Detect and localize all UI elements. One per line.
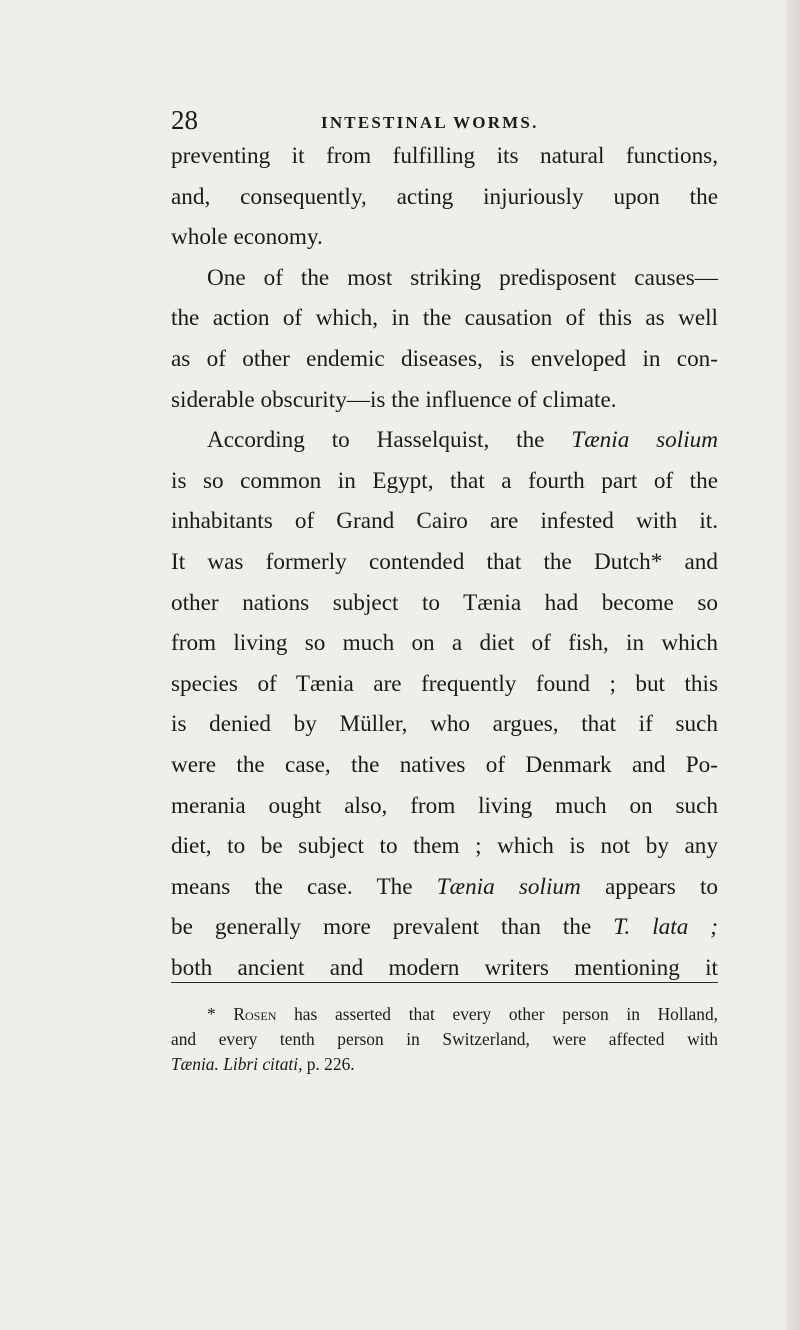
text-line: One of the most striking predisposent causes— [207,264,718,291]
text-line: both ancient and modern writers mentioning it [171,954,718,981]
footnote [171,1002,718,1077]
text-line: the action of which, in the causation of this as well [171,305,718,332]
text-line: is so common in Egypt, that a fourth part of the [171,467,718,494]
footnote-line [171,1052,718,1077]
text-line: diet, to be subject to them ; which is not by any [171,833,718,860]
italic-term: T. lata ; [613,914,718,941]
text-run: appears to [580,873,718,900]
italic-citation: Tænia. Libri citati, [171,1054,303,1074]
footnote-line: and every tenth person in Switzerland, were affected with [171,1029,718,1049]
italic-term: Tænia solium [571,427,718,454]
text-run: be generally more prevalent than the [171,914,614,941]
text-line: and, consequently, acting injuriously upon the [171,183,718,210]
running-head: INTESTINAL WORMS. [321,113,539,132]
italic-term: Tænia solium [436,873,581,900]
text-line: is denied by Müller, who argues, that if such [171,711,718,738]
footnote-rule [171,982,718,983]
text-line: inhabitants of Grand Cairo are infested with it. [171,508,718,535]
text-line: It was formerly contended that the Dutch* and [171,548,718,575]
text-line: merania ought also, from living much on such [171,792,718,819]
text-line: preventing it from fulfilling its natural functions, [171,143,718,169]
page-number: 28 [171,105,198,135]
text-line: whole economy. [171,224,323,251]
text-run: means the case. The [171,873,437,900]
text-line: other nations subject to Tænia had become so [171,589,718,616]
body-text [171,136,718,988]
text-run: has asserted that every other person in Holland, [276,1004,718,1024]
text-line [171,867,718,908]
text-line [171,420,718,461]
text-line [171,907,718,948]
footnote-line [171,1002,718,1027]
text-run: * [207,1004,234,1024]
text-line: siderable obscurity—is the influence of climate. [171,386,617,413]
text-line: species of Tænia are frequently found ; but this [171,670,718,697]
text-line: as of other endemic diseases, is enveloped in con- [171,345,718,372]
text-line: from living so much on a diet of fish, in which [171,630,718,657]
text-line: were the case, the natives of Denmark and Po- [171,751,718,778]
text-run: According to Hasselquist, the [207,427,572,454]
page-edge [786,0,800,1330]
text-run: p. 226. [302,1054,355,1074]
author-name: Rosen [233,1004,277,1024]
